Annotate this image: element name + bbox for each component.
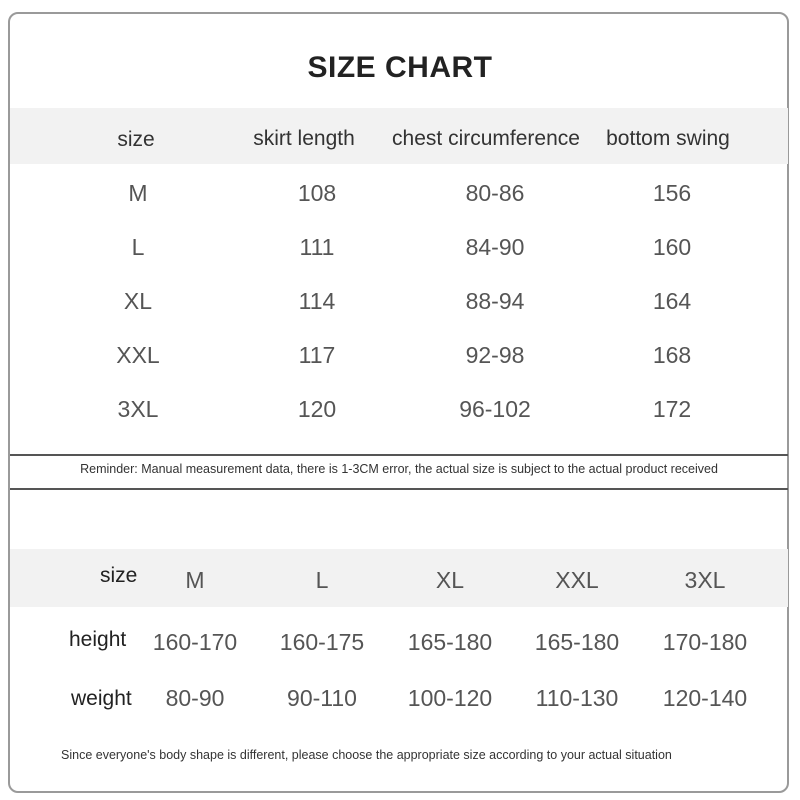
size-advice-note: Since everyone's body shape is different, please choose the appropriate size according to your actual situation — [61, 748, 672, 762]
table-cell-bottom-swing: 164 — [652, 288, 692, 314]
table2-size: 3XL — [684, 567, 726, 593]
table2-weight-label: weight — [71, 687, 132, 710]
table-cell-bottom-swing: 160 — [652, 234, 692, 260]
table2-weight: 110-130 — [535, 685, 619, 711]
table-cell-chest: 88-94 — [465, 288, 525, 314]
reminder-divider-top — [10, 454, 788, 456]
reminder-text: Reminder: Manual measurement data, there is 1-3CM error, the actual size is subject to the actual product received — [80, 462, 718, 476]
table-cell-chest: 96-102 — [459, 396, 531, 422]
table2-weight: 120-140 — [662, 685, 748, 711]
header-chest-circumference: chest circumference — [392, 127, 580, 150]
table-cell-skirt-length: 114 — [298, 288, 336, 314]
table-cell-chest: 92-98 — [465, 342, 525, 368]
header-skirt-length: skirt length — [253, 127, 355, 150]
table2-height: 165-180 — [407, 629, 493, 655]
table-cell-skirt-length: 117 — [298, 342, 336, 368]
table2-weight: 80-90 — [165, 685, 225, 711]
table2-height-label: height — [69, 628, 127, 651]
table-cell-skirt-length: 111 — [299, 234, 335, 260]
table2-height: 160-175 — [279, 629, 365, 655]
table-cell-chest: 80-86 — [465, 180, 525, 206]
table-cell-skirt-length: 108 — [297, 180, 337, 206]
table2-weight: 90-110 — [287, 685, 357, 711]
table-cell-size: M — [128, 180, 148, 206]
table-cell-size: 3XL — [117, 396, 159, 422]
table2-size: M — [185, 567, 205, 593]
table2-size: L — [315, 567, 329, 593]
table2-size: XXL — [555, 567, 599, 593]
table2-height: 165-180 — [534, 629, 620, 655]
table-cell-size: L — [131, 234, 145, 260]
header-bottom-swing: bottom swing — [606, 127, 730, 150]
table-cell-bottom-swing: 172 — [652, 396, 692, 422]
table2-size-label: size — [100, 564, 138, 587]
header-size: size — [117, 128, 155, 151]
table-cell-skirt-length: 120 — [297, 396, 337, 422]
table-cell-bottom-swing: 168 — [652, 342, 692, 368]
table2-size: XL — [435, 567, 465, 593]
chart-title: SIZE CHART — [307, 51, 493, 84]
table2-weight: 100-120 — [407, 685, 493, 711]
table-cell-size: XXL — [116, 342, 160, 368]
table-cell-size: XL — [123, 288, 153, 314]
table2-height: 160-170 — [152, 629, 238, 655]
table-cell-chest: 84-90 — [465, 234, 525, 260]
table-cell-bottom-swing: 156 — [652, 180, 692, 206]
table2-height: 170-180 — [662, 629, 748, 655]
reminder-divider-bottom — [10, 488, 788, 490]
